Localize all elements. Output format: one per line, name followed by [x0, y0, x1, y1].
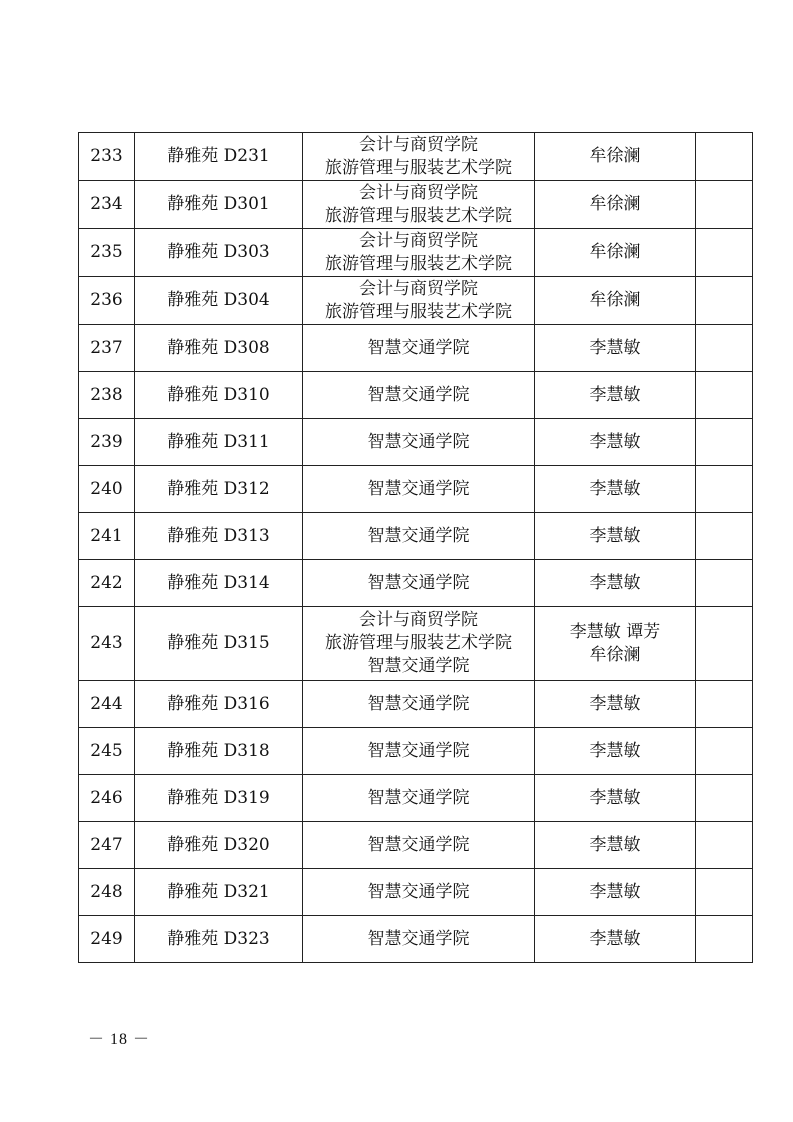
college-cell-line: 智慧交通学院 [367, 834, 470, 855]
table-row [79, 681, 753, 728]
note-cell [696, 728, 753, 775]
note-cell [696, 277, 753, 325]
college-cell-line: 旅游管理与服装艺术学院 [325, 301, 512, 322]
row-number-cell: 245 [79, 728, 135, 775]
college-cell-line: 会计与商贸学院 [359, 278, 478, 299]
room-cell: 静雅苑 D320 [135, 822, 303, 869]
row-number-cell: 247 [79, 822, 135, 869]
table-row [79, 607, 753, 681]
room-cell: 静雅苑 D231 [135, 133, 303, 181]
row-number-cell: 239 [79, 419, 135, 466]
person-cell [535, 822, 696, 869]
room-cell: 静雅苑 D319 [135, 775, 303, 822]
college-cell-line: 智慧交通学院 [367, 572, 470, 593]
person-cell [535, 607, 696, 681]
college-cell [303, 372, 535, 419]
person-cell-line: 李慧敏 [589, 928, 641, 949]
table-row [79, 466, 753, 513]
person-cell-line: 李慧敏 [589, 384, 641, 405]
room-cell: 静雅苑 D314 [135, 560, 303, 607]
college-cell-line: 智慧交通学院 [367, 693, 470, 714]
note-cell [696, 133, 753, 181]
note-cell [696, 181, 753, 229]
person-cell-line: 李慧敏 [589, 337, 641, 358]
person-cell-line: 牟徐澜 [589, 194, 641, 214]
row-number-cell: 246 [79, 775, 135, 822]
person-cell-line: 李慧敏 [589, 525, 641, 546]
room-cell: 静雅苑 D303 [135, 229, 303, 277]
note-cell [696, 607, 753, 681]
table-row [79, 372, 753, 419]
person-cell-line: 李慧敏 [589, 881, 641, 902]
row-number-cell: 243 [79, 607, 135, 681]
person-cell-line: 李慧敏 [589, 693, 641, 714]
college-cell-line: 旅游管理与服装艺术学院 [325, 253, 512, 274]
row-number-cell: 249 [79, 916, 135, 963]
room-cell: 静雅苑 D308 [135, 325, 303, 372]
person-cell-line: 李慧敏 谭芳 [569, 621, 661, 642]
college-cell [303, 560, 535, 607]
person-cell [535, 133, 696, 181]
room-cell: 静雅苑 D312 [135, 466, 303, 513]
row-number-cell: 241 [79, 513, 135, 560]
person-cell [535, 277, 696, 325]
table-body [79, 133, 753, 963]
college-cell-line: 智慧交通学院 [367, 478, 470, 499]
college-cell-line: 旅游管理与服装艺术学院 [325, 205, 512, 226]
college-cell-line: 智慧交通学院 [367, 384, 470, 405]
note-cell [696, 560, 753, 607]
table-row [79, 229, 753, 277]
table-row [79, 133, 753, 181]
note-cell [696, 916, 753, 963]
college-cell-line: 智慧交通学院 [367, 525, 470, 546]
college-cell-line: 智慧交通学院 [367, 928, 470, 949]
row-number-cell: 244 [79, 681, 135, 728]
college-cell [303, 181, 535, 229]
room-cell: 静雅苑 D311 [135, 419, 303, 466]
table-row [79, 181, 753, 229]
college-cell-line: 智慧交通学院 [367, 787, 470, 808]
row-number-cell: 237 [79, 325, 135, 372]
college-cell [303, 869, 535, 916]
room-cell: 静雅苑 D318 [135, 728, 303, 775]
person-cell-line: 李慧敏 [589, 787, 641, 808]
note-cell [696, 513, 753, 560]
note-cell [696, 822, 753, 869]
room-cell: 静雅苑 D304 [135, 277, 303, 325]
room-cell: 静雅苑 D301 [135, 181, 303, 229]
person-cell [535, 229, 696, 277]
page-number: － 18 － [88, 1031, 151, 1048]
person-cell [535, 372, 696, 419]
note-cell [696, 775, 753, 822]
table-row [79, 822, 753, 869]
college-cell [303, 466, 535, 513]
person-cell [535, 728, 696, 775]
college-cell-line: 智慧交通学院 [367, 740, 470, 761]
college-cell-line: 智慧交通学院 [367, 337, 470, 358]
college-cell [303, 822, 535, 869]
table-row [79, 325, 753, 372]
person-cell-line: 李慧敏 [589, 740, 641, 761]
person-cell-line: 牟徐澜 [589, 242, 641, 262]
person-cell [535, 560, 696, 607]
person-cell-line: 牟徐澜 [589, 644, 641, 665]
college-cell-line: 智慧交通学院 [367, 881, 470, 902]
table-row [79, 728, 753, 775]
table-row [79, 513, 753, 560]
row-number-cell: 238 [79, 372, 135, 419]
note-cell [696, 869, 753, 916]
college-cell-line: 智慧交通学院 [367, 431, 470, 452]
table-row [79, 916, 753, 963]
person-cell [535, 181, 696, 229]
room-cell: 静雅苑 D323 [135, 916, 303, 963]
table-row [79, 775, 753, 822]
note-cell [696, 325, 753, 372]
college-cell-line: 会计与商贸学院 [359, 182, 478, 203]
college-cell-line: 会计与商贸学院 [359, 230, 478, 251]
table-row [79, 560, 753, 607]
row-number-cell: 242 [79, 560, 135, 607]
person-cell [535, 513, 696, 560]
room-cell: 静雅苑 D321 [135, 869, 303, 916]
college-cell [303, 607, 535, 681]
college-cell [303, 916, 535, 963]
college-cell [303, 277, 535, 325]
note-cell [696, 681, 753, 728]
college-cell [303, 728, 535, 775]
note-cell [696, 372, 753, 419]
table-row [79, 277, 753, 325]
row-number-cell: 234 [79, 181, 135, 229]
college-cell [303, 229, 535, 277]
person-cell [535, 916, 696, 963]
person-cell-line: 牟徐澜 [589, 146, 641, 166]
college-cell-line: 会计与商贸学院 [359, 134, 478, 155]
note-cell [696, 229, 753, 277]
room-cell: 静雅苑 D315 [135, 607, 303, 681]
college-cell [303, 325, 535, 372]
college-cell [303, 681, 535, 728]
person-cell [535, 419, 696, 466]
room-cell: 静雅苑 D316 [135, 681, 303, 728]
room-cell: 静雅苑 D313 [135, 513, 303, 560]
college-cell-line: 智慧交通学院 [367, 656, 470, 676]
person-cell-line: 李慧敏 [589, 478, 641, 499]
person-cell [535, 325, 696, 372]
college-cell-line: 旅游管理与服装艺术学院 [325, 633, 512, 653]
person-cell-line: 李慧敏 [589, 431, 641, 452]
row-number-cell: 240 [79, 466, 135, 513]
college-cell [303, 419, 535, 466]
person-cell-line: 李慧敏 [589, 572, 641, 593]
row-number-cell: 236 [79, 277, 135, 325]
person-cell-line: 李慧敏 [589, 834, 641, 855]
college-cell-line: 旅游管理与服装艺术学院 [325, 157, 512, 178]
college-cell [303, 133, 535, 181]
row-number-cell: 248 [79, 869, 135, 916]
person-cell [535, 681, 696, 728]
person-cell-line: 牟徐澜 [589, 290, 641, 310]
person-cell [535, 466, 696, 513]
table-row [79, 869, 753, 916]
college-cell-line: 会计与商贸学院 [359, 610, 478, 630]
person-cell [535, 775, 696, 822]
row-number-cell: 233 [79, 133, 135, 181]
note-cell [696, 466, 753, 513]
note-cell [696, 419, 753, 466]
dormitory-table [78, 132, 753, 963]
college-cell [303, 775, 535, 822]
room-cell: 静雅苑 D310 [135, 372, 303, 419]
table-row [79, 419, 753, 466]
person-cell [535, 869, 696, 916]
college-cell [303, 513, 535, 560]
row-number-cell: 235 [79, 229, 135, 277]
